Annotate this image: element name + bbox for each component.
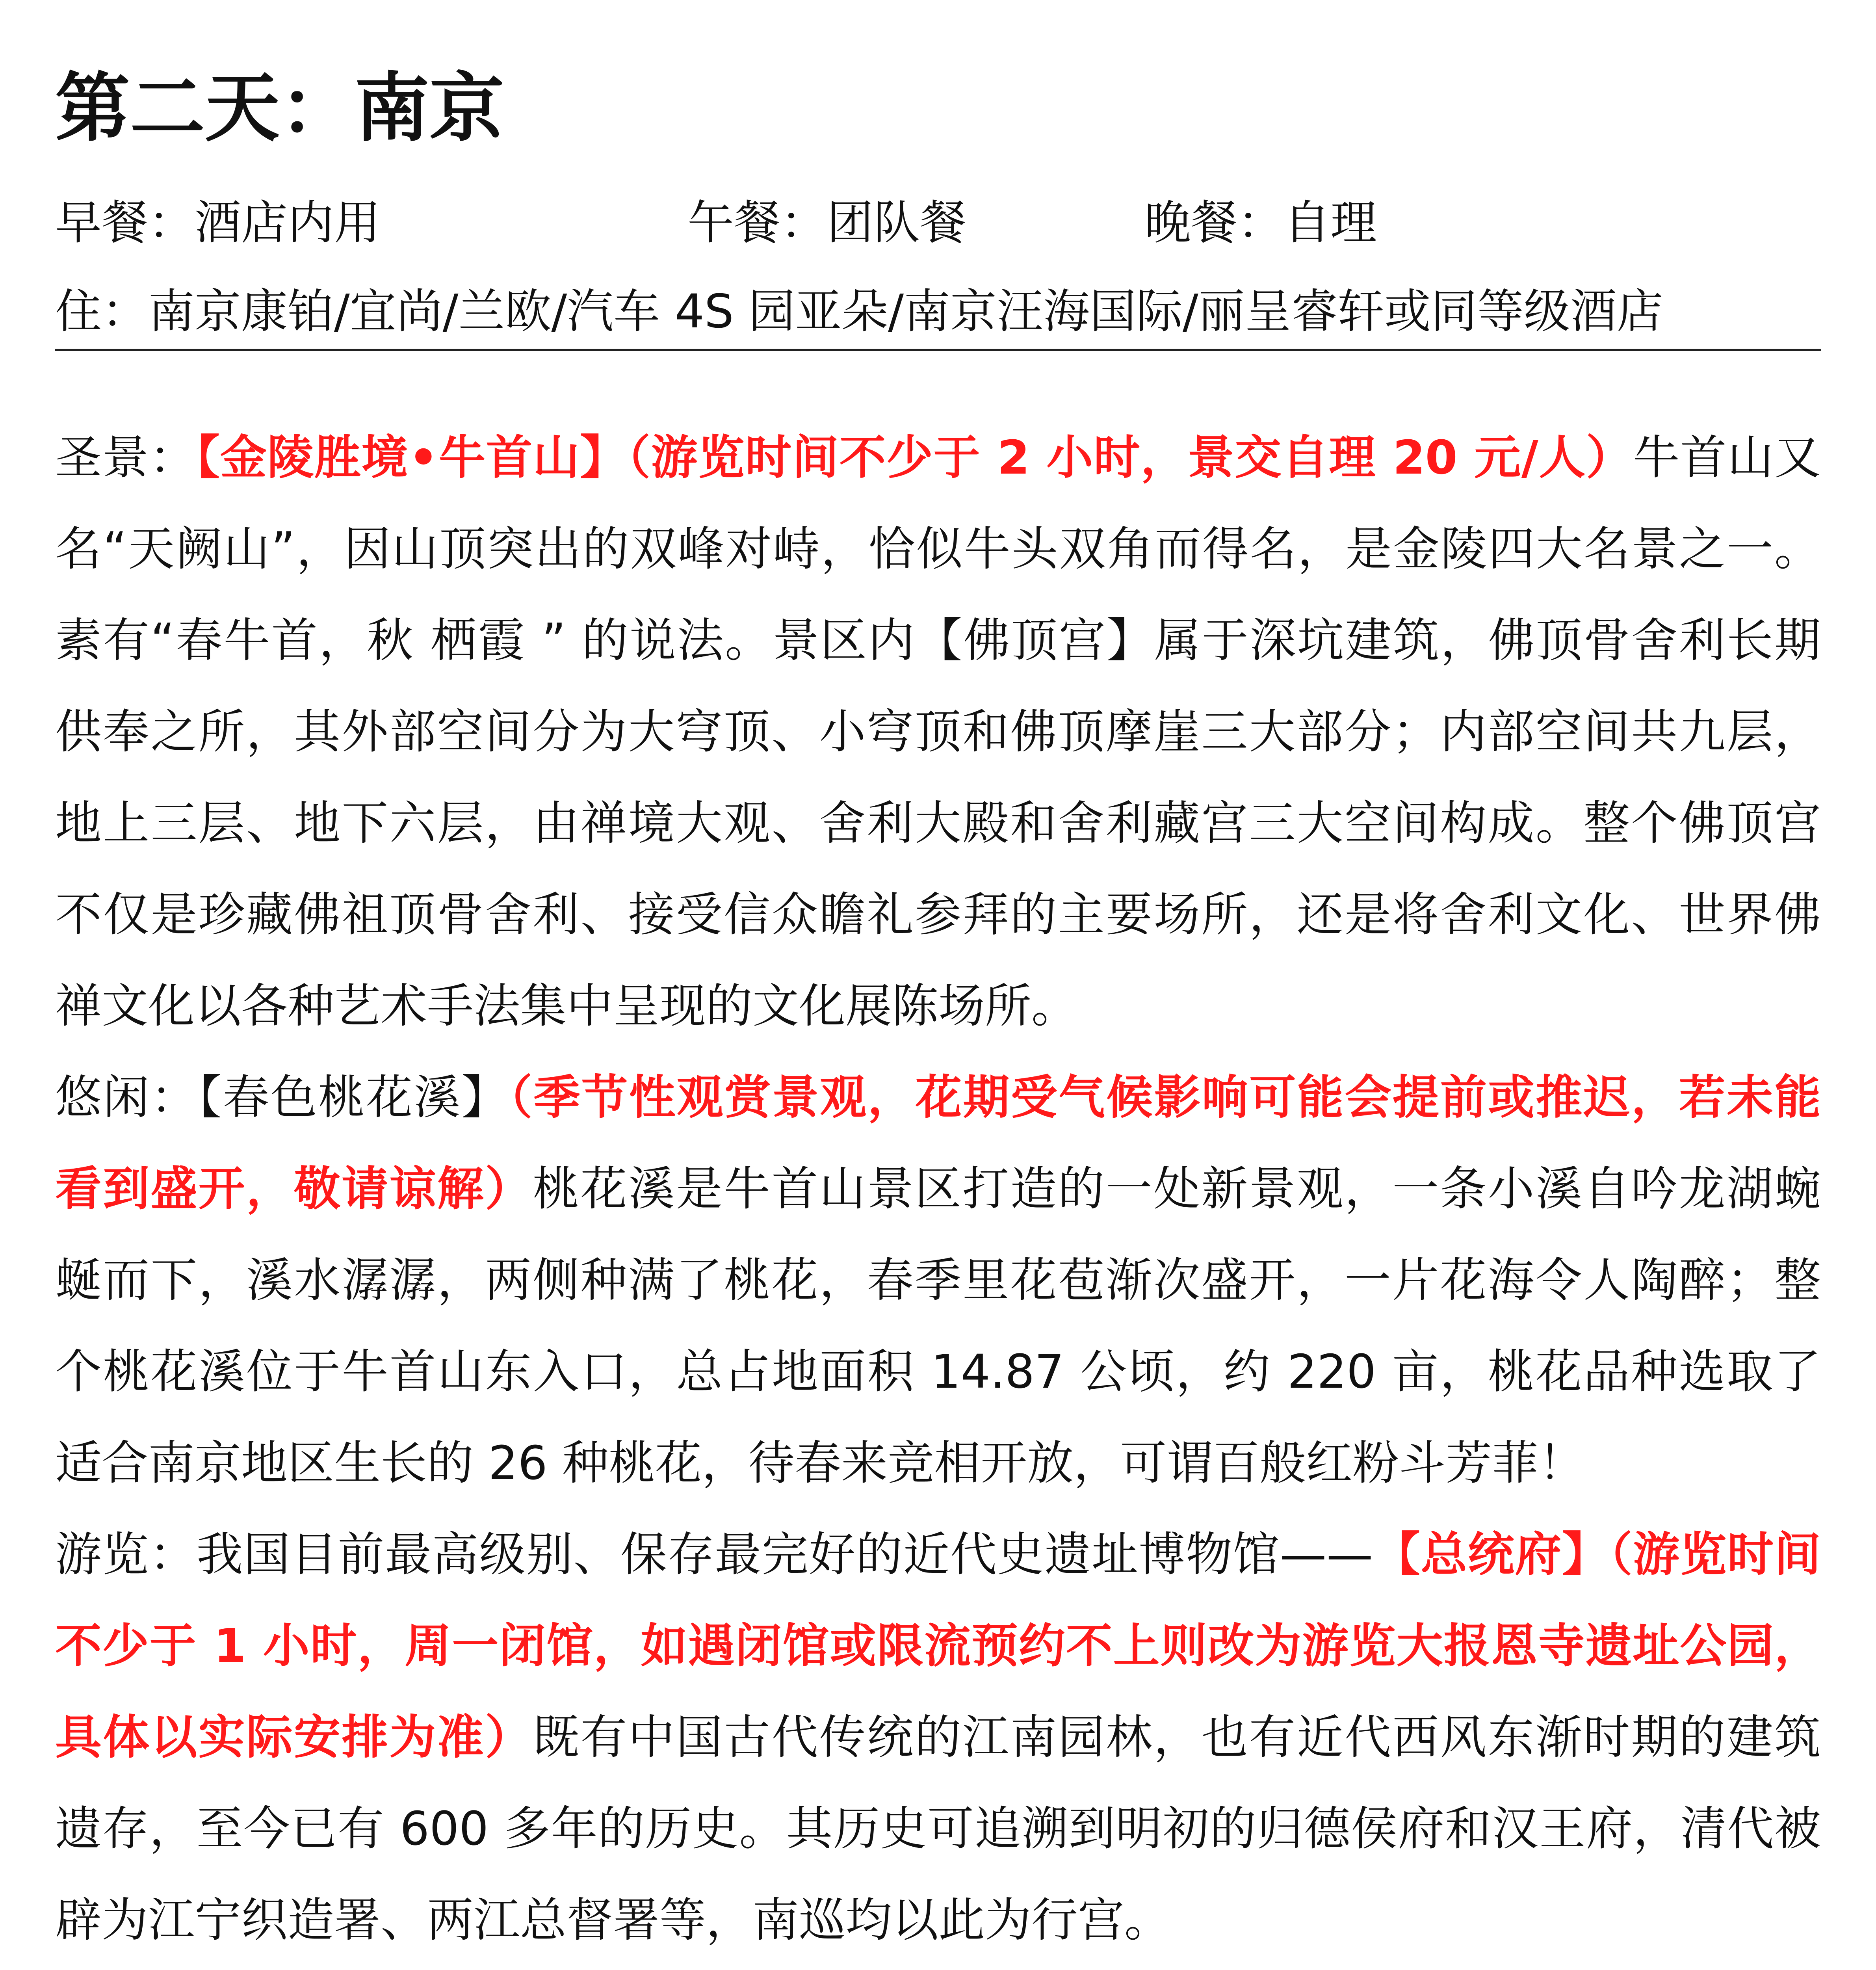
- hotel-info: 住：南京康铂/宜尚/兰欧/汽车 4S 园亚朵/南京汪海国际/丽呈睿轩或同等级酒店: [55, 284, 1663, 338]
- lunch-info: 午餐：团队餐: [687, 195, 967, 250]
- section-highlight: 【金陵胜境•牛首山】（游览时间不少于 2 小时，景交自理 20 元/人）: [196, 430, 1633, 485]
- section-niushoushan: [55, 412, 1821, 1052]
- section-highlight: 【总统府】（游览时间不少于 1 小时，周一闭馆，如遇闭馆或限流预约不上则改为游览大报恩寺遗址公园，具体以实际安排为准）: [55, 1527, 1821, 1764]
- section-highlight: （季节性观赏景观，花期受气候影响可能会提前或推迟，若未能看到盛开，敬请谅解）: [55, 1070, 1821, 1216]
- section-label: 圣景：: [55, 430, 197, 485]
- section-description: 桃花溪是牛首山景区打造的一处新景观，一条小溪自吟龙湖蜿蜒而下，溪水潺潺，两侧种满了桃花，春季里花苞渐次盛开，一片花海令人陶醉；整个桃花溪位于牛首山东入口，总占地面积 14.87 公顷，约 220 亩，桃花品种选取了适合南京地区生长的 26 种桃花，待春来竞相开放，可谓百般红粉斗芳菲！: [55, 1162, 1821, 1490]
- section-description: 牛首山又名“天阙山”，因山顶突出的双峰对峙，恰似牛头双角而得名，是金陵四大名景之一。素有“春牛首，秋 栖霞 ” 的说法。景区内【佛顶宫】属于深坑建筑，佛顶骨舍利长期供奉之所，其外部空间分为大穹顶、小穹顶和佛顶摩崖三大部分；内部空间共九层，地上三层、地下六层，由禅境大观、舍利大殿和舍利藏宫三大空间构成。整个佛顶宫不仅是珍藏佛祖顶骨舍利、接受信众瞻礼参拜的主要场所，还是将舍利文化、世界佛禅文化以各种艺术手法集中呈现的文化展陈场所。: [55, 430, 1821, 1033]
- divider: [55, 349, 1821, 351]
- section-description: 既有中国古代传统的江南园林，也有近代西风东渐时期的建筑遗存，至今已有 600 多年的历史。其历史可追溯到明初的归德侯府和汉王府，清代被辟为江宁织造署、两江总督署等，南巡均以此为行宫。: [55, 1710, 1821, 1947]
- section-zongtongfu: [55, 1509, 1821, 1966]
- section-label: 悠闲：【春色桃花溪】: [55, 1070, 509, 1124]
- dinner-info: 晚餐：自理: [1144, 195, 1377, 250]
- meals-line: [55, 189, 1821, 256]
- section-label: 游览：我国目前最高级别、保存最完好的近代史遗址博物馆——: [55, 1527, 1373, 1582]
- day2-itinerary: [55, 412, 1821, 1970]
- breakfast-info: 早餐：酒店内用: [55, 195, 381, 250]
- section-fuzimiao: [55, 1966, 1821, 1970]
- section-taohuaxi: [55, 1052, 1821, 1509]
- day2-title: 第二天：南京: [55, 65, 505, 152]
